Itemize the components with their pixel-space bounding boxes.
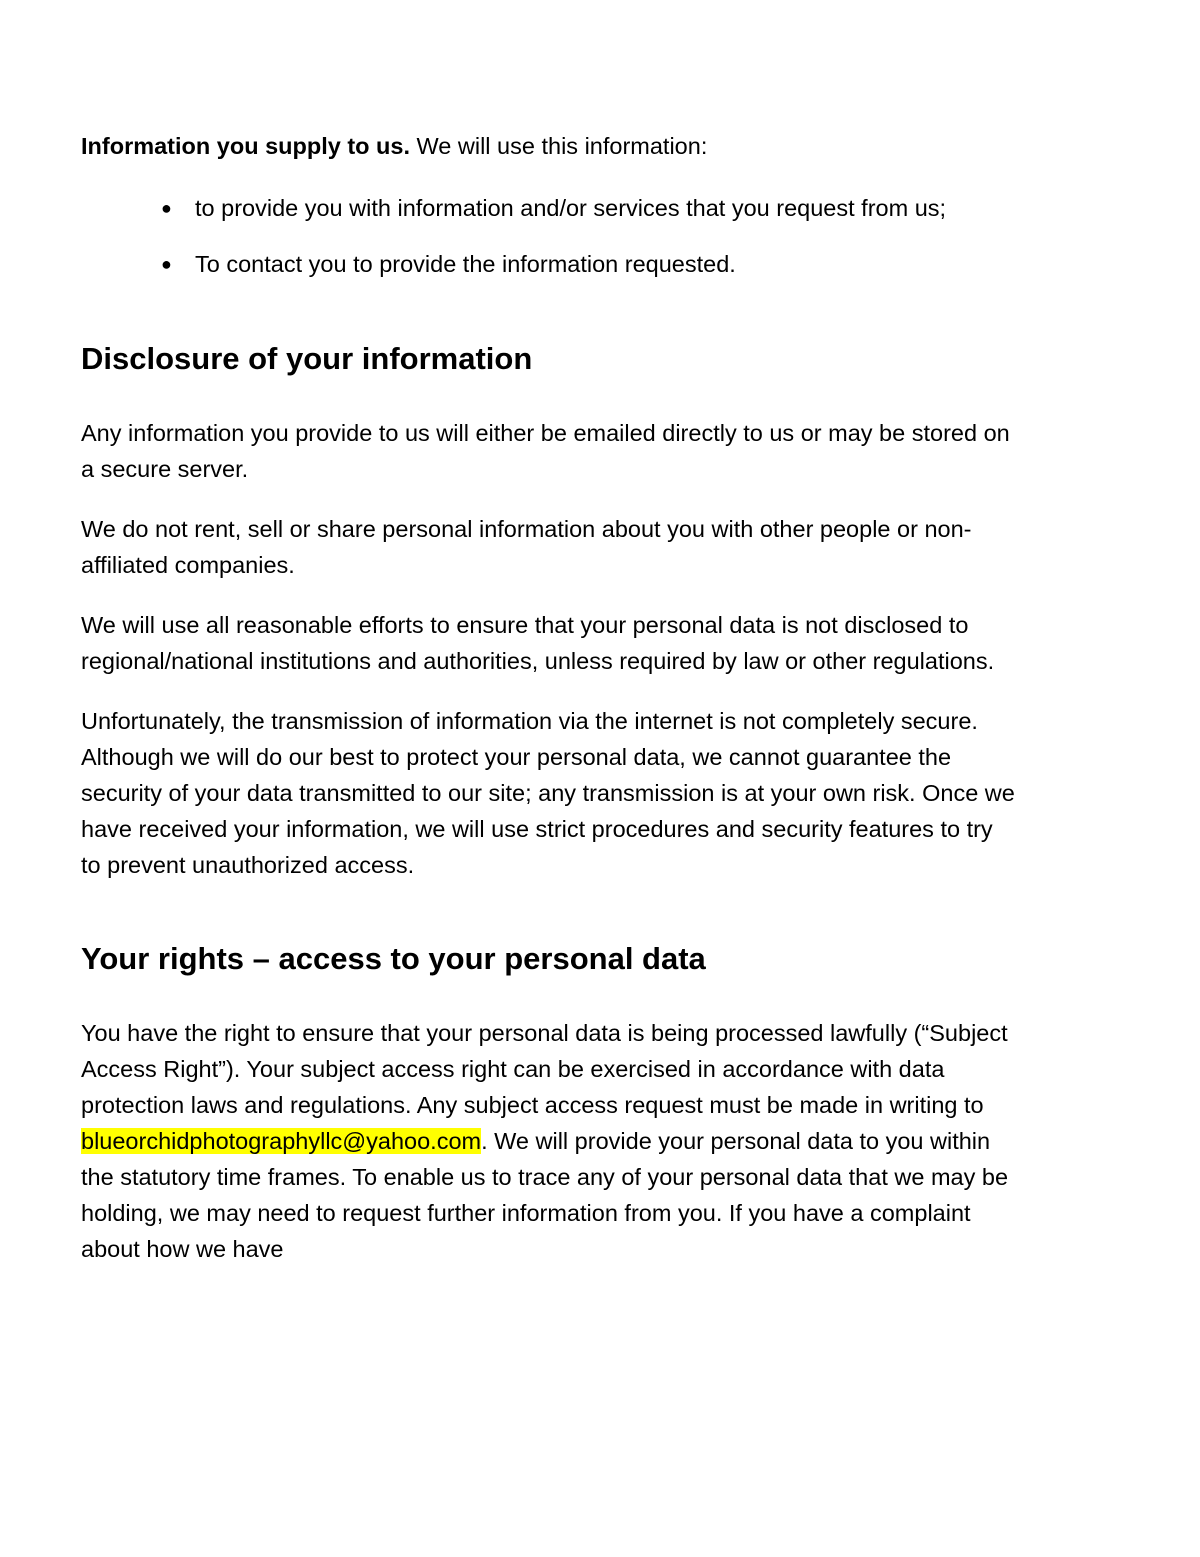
usage-bullet-list [81,190,1015,282]
bullet-icon: ● [161,254,172,274]
contact-email-link[interactable]: blueorchidphotographyllc@yahoo.com [81,1128,482,1154]
document-page [81,128,1016,1267]
disclosure-paragraph: Unfortunately, the transmission of information via the internet is not completely secure. Although we will do our best to protect your personal data, we cannot guarantee the security of your data transmitted to our site; any transmission is at your own risk. Once we have received your information, we will use strict procedures and security features to try to prevent unauthorized access. [81,708,1015,878]
intro-paragraph [81,128,1016,164]
rights-text-before: You have the right to ensure that your personal data is being processed lawfully (“Subject Access Right”). Your subject access right can be exercised in accordance with data protection laws and regulations. Any subject access request must be made in writing to [81,1020,1008,1118]
bullet-text: to provide you with information and/or services that you request from us; [195,195,947,221]
disclosure-paragraph: We will use all reasonable efforts to ensure that your personal data is not disclosed to regional/national institutions and authorities, unless required by law or other regulations. [81,612,995,674]
list-item [161,190,1015,226]
intro-text: We will use this information: [410,133,708,159]
rights-text-after: . We will provide your personal data to you within the statutory time frames. To enable us to trace any of your personal data that we may be holding, we may need to request further information from you. If you have a complaint about how we have [81,1128,1009,1262]
bullet-text: To contact you to provide the information requested. [195,251,736,277]
intro-bold-label: Information you supply to us. [81,133,410,159]
disclosure-heading: Disclosure of your information [81,341,533,376]
bullet-icon: ● [161,198,172,218]
rights-heading: Your rights – access to your personal data [81,941,706,976]
disclosure-paragraph: We do not rent, sell or share personal information about you with other people or non-affiliated companies. [81,516,972,578]
list-item [161,246,1015,282]
rights-paragraph [81,1015,1016,1267]
disclosure-paragraph: Any information you provide to us will either be emailed directly to us or may be stored on a secure server. [81,420,1010,482]
